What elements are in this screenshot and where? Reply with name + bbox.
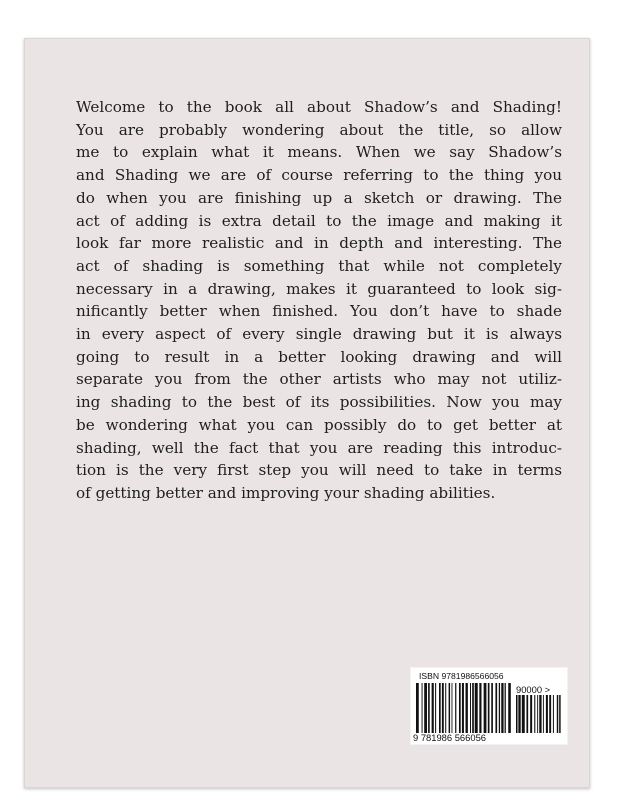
barcode-digits: 9 781986 566056 xyxy=(413,732,486,743)
blurb-line: You are probably wondering about the title, so allow xyxy=(76,120,562,139)
blurb-line: tion is the very first step you will need to take in terms xyxy=(76,461,562,480)
price-code: 90000 > xyxy=(516,684,551,695)
blurb-line: Welcome to the book all about Shadow’s and Shading! xyxy=(76,98,562,116)
isbn-label: ISBN 9781986566056 xyxy=(419,671,504,681)
blurb-line: nificantly better when finished. You don’t have to shade xyxy=(76,302,562,321)
blurb-line: me to explain what it means. When we say Shadow’s xyxy=(76,143,562,162)
blurb-line: shading, well the fact that you are reading this introduc- xyxy=(76,438,562,457)
blurb-line: be wondering what you can possibly do to get better at xyxy=(76,415,562,434)
blurb-line: necessary in a drawing, makes it guaranteed to look sig- xyxy=(76,279,562,298)
blurb-line: do when you are finishing up a sketch or drawing. The xyxy=(76,188,562,207)
blurb-line: act of adding is extra detail to the image and making it xyxy=(76,211,562,230)
blurb-line: and Shading we are of course referring to the thing you xyxy=(76,166,562,185)
back-cover-blurb xyxy=(76,96,562,505)
barcode-addon-bars-icon xyxy=(516,695,562,733)
book-back-cover xyxy=(24,38,590,788)
blurb-line: ing shading to the best of its possibilities. Now you may xyxy=(76,393,562,412)
blurb-line: going to result in a better looking drawing and will xyxy=(76,347,562,366)
blurb-line: act of shading is something that while not completely xyxy=(76,256,562,275)
blurb-line: of getting better and improving your shading abilities. xyxy=(76,483,496,502)
blurb-line: look far more realistic and in depth and interesting. The xyxy=(76,234,562,253)
barcode-bars-icon xyxy=(416,683,512,733)
blurb-line: separate you from the other artists who may not utiliz- xyxy=(76,370,562,389)
blurb-line: in every aspect of every single drawing but it is always xyxy=(76,325,562,344)
isbn-barcode xyxy=(411,668,567,744)
